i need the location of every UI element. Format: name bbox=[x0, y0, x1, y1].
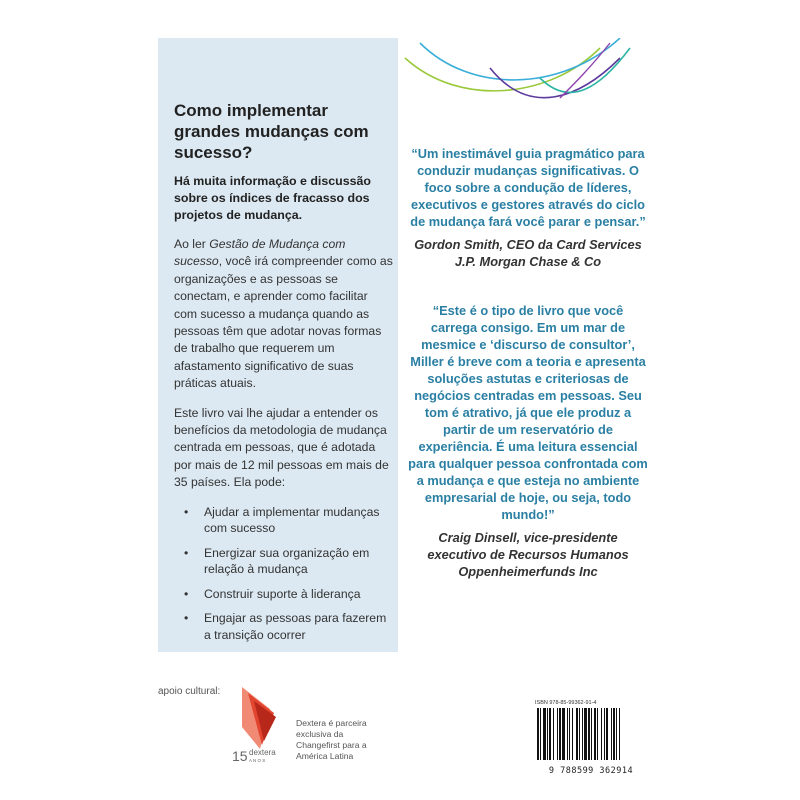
dextera-logo-mark bbox=[232, 683, 296, 763]
barcode-bar bbox=[594, 708, 596, 760]
decorative-swirl-lines bbox=[400, 38, 660, 118]
main-heading: Como implementar grandes mudanças com sucesso? bbox=[174, 101, 369, 162]
barcode-bar bbox=[540, 708, 541, 760]
testimonial-attribution-2: Craig Dinsell, vice-presidente executivo de Recursos Humanos Oppenheimerfunds Inc bbox=[427, 530, 629, 579]
barcode-bar bbox=[601, 708, 602, 760]
barcode-bar bbox=[611, 708, 612, 760]
barcode-bar bbox=[537, 708, 539, 760]
barcode-bar bbox=[582, 708, 583, 760]
barcode-bar bbox=[557, 708, 558, 760]
sub-heading: Há muita informação e discussão sobre os índices de fracasso dos projetos de mudança. bbox=[174, 174, 371, 222]
isbn-barcode bbox=[535, 700, 647, 776]
logo-number: 15 bbox=[232, 748, 248, 763]
left-content bbox=[174, 100, 394, 651]
barcode-bar bbox=[616, 708, 617, 760]
barcode-bar bbox=[606, 708, 608, 760]
barcode-bar bbox=[559, 708, 561, 760]
barcode-bar bbox=[604, 708, 605, 760]
barcode-bar bbox=[567, 708, 568, 760]
barcode-bar bbox=[613, 708, 615, 760]
testimonial-quote-2: “Este é o tipo de livro que você carrega consigo. Em um mar de mesmice e ‘discurso de consultor’, Miller é breve com a teoria e apresenta soluções astutas e criteriosas de negócios centradas em pessoas. Seu tom é atrativo, já que ele produz a partir de um reservatório de experiência. É uma leitura essencial para qualquer pessoa confrontada com a mudança e que esteja no ambiente empresarial de hoje, ou seja, todo mundo!” bbox=[408, 303, 648, 522]
benefits-list bbox=[174, 504, 394, 644]
barcode-bar bbox=[576, 708, 578, 760]
barcode-bar bbox=[579, 708, 580, 760]
barcode-bar bbox=[543, 708, 546, 760]
barcode-bar bbox=[569, 708, 570, 760]
barcode-bar bbox=[572, 708, 573, 760]
barcode-bar bbox=[584, 708, 587, 760]
barcode-bar bbox=[597, 708, 598, 760]
barcode-bar bbox=[553, 708, 554, 760]
isbn-label: ISBN 978-85-99362-91-4 bbox=[535, 700, 597, 706]
cultural-support-label: apoio cultural: bbox=[158, 686, 221, 697]
book-title-italic: Gestão de Mudança com sucesso bbox=[174, 237, 346, 269]
barcode-bar bbox=[562, 708, 565, 760]
list-item: • Ajudar a implementar mudanças com sucesso bbox=[184, 504, 394, 537]
barcode-bar bbox=[591, 708, 592, 760]
list-item: • Energizar sua organização em relação à mudança bbox=[184, 545, 394, 578]
barcode-bar bbox=[549, 708, 551, 760]
dextera-logo bbox=[232, 683, 296, 768]
isbn-digits: 9 788599 362914 bbox=[548, 766, 634, 776]
para1-rest: , você irá compreender como as organizações e as pessoas se conectam, e aprender como facilitar com sucesso a mudança quando as pessoas têm que adotar novas formas de trabalho que requerem um afastamento significativo de suas práticas atuais. bbox=[174, 254, 393, 391]
logo-anos: A N O S bbox=[249, 758, 266, 763]
barcode-bar bbox=[619, 708, 620, 760]
paragraph-intro bbox=[174, 236, 394, 393]
testimonial-attribution-1: Gordon Smith, CEO da Card Services J.P. Morgan Chase & Co bbox=[414, 237, 642, 269]
list-item: • Engajar as pessoas para fazerem a transição ocorrer bbox=[184, 610, 394, 643]
barcode-bar bbox=[588, 708, 590, 760]
testimonial-quote-1: “Um inestimável guia pragmático para conduzir mudanças significativas. O foco sobre a condução de líderes, executivos e gestores através do ciclo de mudança fará você parar e pensar.” bbox=[410, 146, 646, 229]
barcode-bars bbox=[535, 708, 647, 760]
para1-prefix: Ao ler bbox=[174, 237, 210, 251]
testimonials bbox=[408, 145, 648, 580]
barcode-bar bbox=[547, 708, 548, 760]
partner-note: Dextera é parceira exclusiva da Changefirst para a América Latina bbox=[296, 718, 367, 761]
logo-name: dextera bbox=[249, 748, 276, 757]
paragraph-benefits: Este livro vai lhe ajudar a entender os benefícios da metodologia de mudança centrada em pessoas, que é adotada por mais de 12 mil pessoas em mais de 35 países. Ela pode: bbox=[174, 405, 389, 490]
list-item: • Construir suporte à liderança bbox=[184, 586, 394, 603]
